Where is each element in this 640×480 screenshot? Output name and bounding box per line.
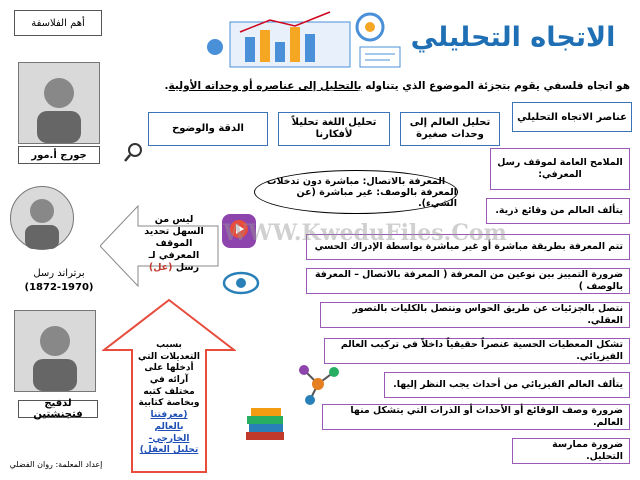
changes-note	[136, 340, 202, 457]
russell-portrait	[10, 186, 74, 250]
features-title: الملامح العامة لموقف رسل المعرفي:	[490, 148, 630, 190]
changes-note-text: بسبب التعديلات التي أدخلها على آرائه في مختلف كتبه وبخاصة كتابية	[137, 340, 201, 409]
russell-note	[140, 214, 208, 273]
russell-note-emph: (عل)	[148, 261, 173, 273]
knowledge-bubble	[254, 170, 458, 214]
chain-item-world: تحليل العالم إلى وحدات صغيرة	[400, 112, 500, 146]
wittgenstein-label: لدفيج فتجنشتين	[18, 400, 98, 418]
analytics-illustration	[200, 2, 420, 74]
molecule-icon	[296, 362, 340, 406]
moore-label: جورج أ.مور	[18, 146, 100, 164]
definition-part-2: بالتحليل إلى عناصره أو وحداته الأولية	[168, 80, 362, 92]
person-icon	[15, 311, 95, 391]
wittgenstein-portrait	[14, 310, 96, 392]
chain-item-clarity: الدقة والوضوح	[148, 112, 268, 146]
feature-item: ضرورة التمييز بين نوعين من المعرفة ( المعرفة بالاتصال – المعرفة بالوصف )	[306, 268, 630, 294]
feature-item: يتألف العالم من وقائع ذرية.	[486, 198, 630, 224]
feature-item: نتصل بالجزئيات عن طريق الحواس ونتصل بالكليات بالتصور العقلي.	[320, 302, 630, 328]
person-icon	[11, 187, 73, 249]
russell-years: (1872-1970)	[24, 282, 94, 293]
definition-part-3: .	[164, 80, 169, 92]
definition-part-1: هو اتجاه فلسفي يقوم بتجزئة الموضوع الذي يتناوله	[361, 80, 630, 92]
magnifier-icon	[122, 140, 146, 164]
feature-item: يتألف العالم الفيزيائي من أحداث يجب النظر إليها.	[384, 372, 630, 398]
russell-name: برتراند رسل	[33, 268, 85, 279]
feature-item: تشكل المعطيات الحسية عنصراً حقيقياً داخلاً في تركيب العالم الفيزيائي.	[324, 338, 630, 364]
changes-note-books: (معرفتنا بالعالم الخارجي- تحليل العقل)	[139, 410, 199, 456]
watermark: WWW.KweduFiles.Com	[223, 220, 507, 246]
feature-item: ضرورة وصف الوقائع أو الأحداث أو الذرات التي يتشكل منها العالم.	[322, 404, 630, 430]
philosophers-header: أهم الفلاسفة	[14, 10, 102, 36]
feature-item: ضرورة ممارسة التحليل.	[512, 438, 630, 464]
definition-text	[110, 80, 630, 92]
credit: إعداد المعلمة: روان الفضلي	[9, 460, 103, 469]
person-icon	[19, 63, 99, 143]
feature-item: تتم المعرفة بطريقة مباشرة أو غير مباشرة بواسطة الإدراك الحسي	[306, 234, 630, 260]
eye-icon	[222, 268, 260, 298]
page-title: الاتجاه التحليلي	[410, 22, 616, 53]
books-icon	[242, 404, 288, 444]
russell-note-text: ليس من السهل تحديد الموقف المعرفي لـ رسل	[144, 214, 204, 273]
elements-title: عناصر الاتجاه التحليلي	[512, 102, 632, 132]
knowledge-bubble-line2: المعرفة بالوصف: غير مباشرة (عن الشيء).	[296, 186, 457, 209]
knowledge-bubble-line1: المعرفة بالاتصال: مباشرة دون تدخلات	[266, 175, 446, 187]
moore-portrait	[18, 62, 100, 144]
chain-item-language: تحليل اللغة تحليلاً لأفكارنا	[278, 112, 390, 146]
